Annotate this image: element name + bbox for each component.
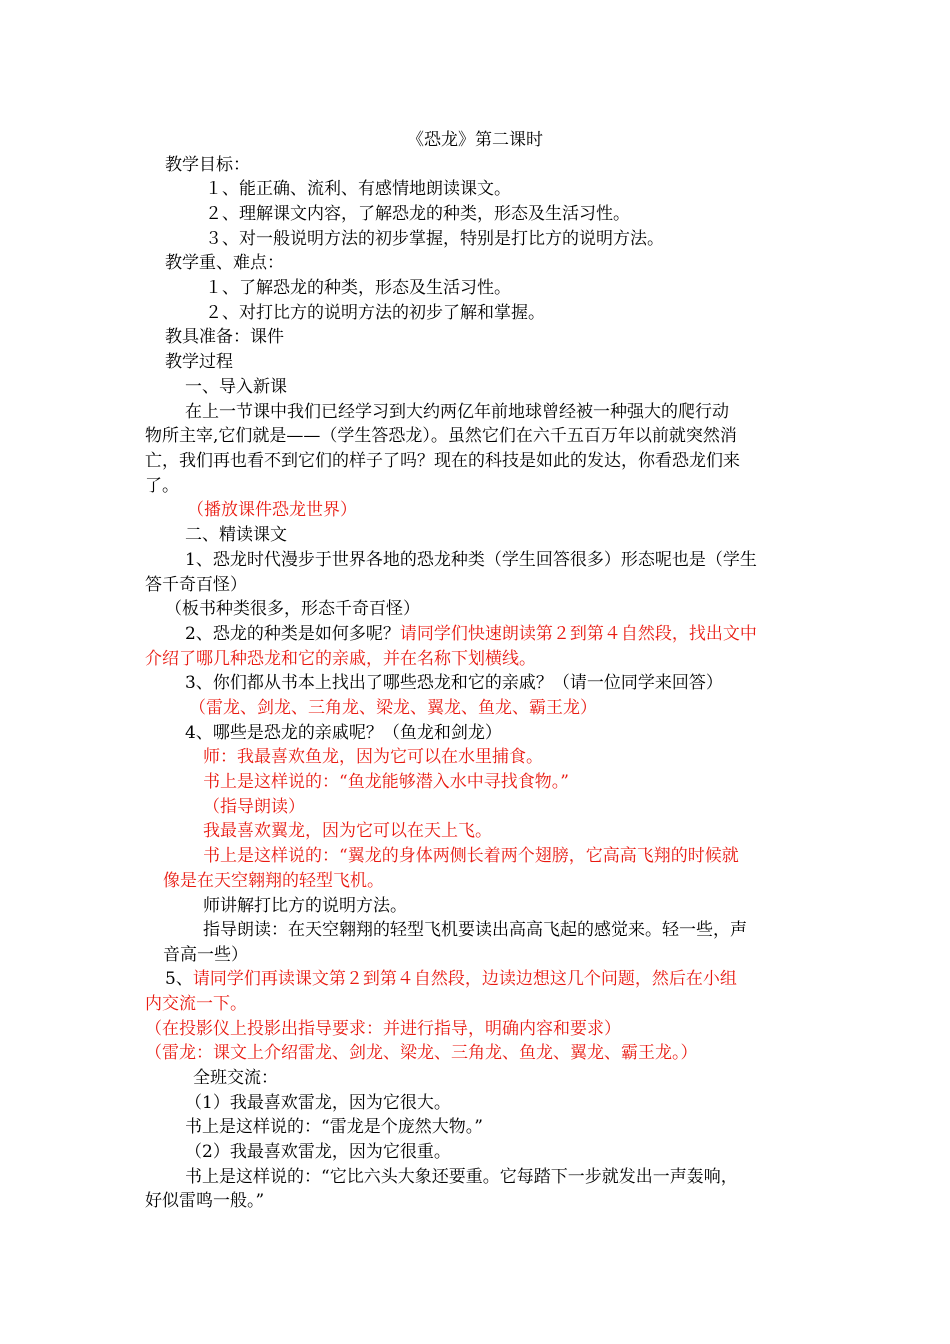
question-5-instruction: 请同学们再读课文第２到第４自然段，边读边想这几个问题，然后在小组	[192, 969, 737, 989]
projector-note: （在投影仪上投影出指导要求：并进行指导，明确内容和要求）	[145, 1019, 621, 1039]
document-title: 《恐龙》第二课时	[407, 130, 543, 150]
goal-item: １、能正确、流利、有感情地朗读课文。	[205, 179, 511, 199]
question-3-answer: （雷龙、剑龙、三角龙、梁龙、翼龙、鱼龙、霸王龙）	[189, 698, 597, 718]
paragraph-line: 了。	[145, 476, 179, 496]
question-4-line: 4、哪些是恐龙的亲戚呢？（鱼龙和剑龙）	[185, 723, 502, 743]
paragraph-line: 在上一节课中我们已经学习到大约两亿年前地球曾经被一种强大的爬行动	[185, 402, 729, 422]
thunder-dragon-note: （雷龙：课文上介绍雷龙、剑龙、梁龙、三角龙、鱼龙、翼龙、霸王龙。）	[145, 1043, 698, 1063]
quote-line: 像是在天空翱翔的轻型飞机。	[163, 871, 384, 891]
paragraph-line: 亡，我们再也看不到它们的样子了吗？现在的科技是如此的发达，你看恐龙们来	[145, 451, 740, 471]
student-answer: （2）我最喜欢雷龙，因为它很重。	[185, 1142, 451, 1162]
paragraph-line: 物所主宰,它们就是——（学生答恐龙）。虽然它们在六千五百万年以前就突然消	[145, 426, 737, 446]
board-note: （板书种类很多，形态千奇百怪）	[165, 599, 420, 619]
question-5-line	[165, 967, 835, 992]
key-point-item: ２、对打比方的说明方法的初步了解和掌握。	[205, 303, 545, 323]
quote-line: 好似雷鸣一般。”	[145, 1191, 265, 1211]
goal-item: ３、对一般说明方法的初步掌握，特别是打比方的说明方法。	[205, 229, 664, 249]
section-2-heading: 二、精读课文	[185, 525, 287, 545]
question-2-instruction: 请同学们快速朗读第２到第４自然段，找出文中	[399, 624, 757, 644]
question-3-line: 3、你们都从书本上找出了哪些恐龙和它的亲戚？（请一位同学来回答）	[185, 673, 723, 693]
quote-line: 书上是这样说的：“翼龙的身体两侧长着两个翅膀，它高高飞翔的时候就	[203, 846, 739, 866]
question-1-line: 答千奇百怪）	[145, 575, 247, 595]
class-share-heading: 全班交流：	[193, 1068, 278, 1088]
goals-heading: 教学目标：	[165, 155, 250, 175]
reading-guide: 音高一些）	[163, 945, 248, 965]
question-5-number: 5、	[165, 969, 193, 989]
teacher-line: 我最喜欢翼龙，因为它可以在天上飞。	[203, 821, 492, 841]
key-point-item: １、了解恐龙的种类，形态及生活习性。	[205, 278, 511, 298]
question-1-line: 1、恐龙时代漫步于世界各地的恐龙种类（学生回答很多）形态呢也是（学生	[185, 550, 757, 570]
question-2-instruction-cont: 介绍了哪几种恐龙和它的亲戚，并在名称下划横线。	[145, 649, 536, 669]
materials-line: 教具准备：课件	[165, 327, 284, 347]
question-2-text: 2、恐龙的种类是如何多呢？	[185, 624, 400, 644]
reading-guide: 指导朗读：在天空翱翔的轻型飞机要读出高高飞起的感觉来。轻一些，声	[203, 920, 747, 940]
reading-guide: （指导朗读）	[203, 797, 305, 817]
quote-line: 书上是这样说的：“雷龙是个庞然大物。”	[185, 1117, 483, 1137]
question-5-instruction-cont: 内交流一下。	[145, 994, 247, 1014]
quote-line: 书上是这样说的：“鱼龙能够潜入水中寻找食物。”	[203, 772, 569, 792]
student-answer: （1）我最喜欢雷龙，因为它很大。	[185, 1093, 451, 1113]
courseware-note: （播放课件恐龙世界）	[187, 500, 357, 520]
section-1-heading: 一、导入新课	[185, 377, 287, 397]
quote-line: 书上是这样说的：“它比六头大象还要重。它每踏下一步就发出一声轰响，	[185, 1167, 738, 1187]
question-2-line	[185, 622, 855, 647]
goal-item: ２、理解课文内容，了解恐龙的种类，形态及生活习性。	[205, 204, 630, 224]
key-points-heading: 教学重、难点：	[165, 253, 284, 273]
teacher-line: 师：我最喜欢鱼龙，因为它可以在水里捕食。	[203, 747, 543, 767]
teacher-explanation: 师讲解打比方的说明方法。	[203, 896, 407, 916]
process-heading: 教学过程	[165, 352, 233, 372]
